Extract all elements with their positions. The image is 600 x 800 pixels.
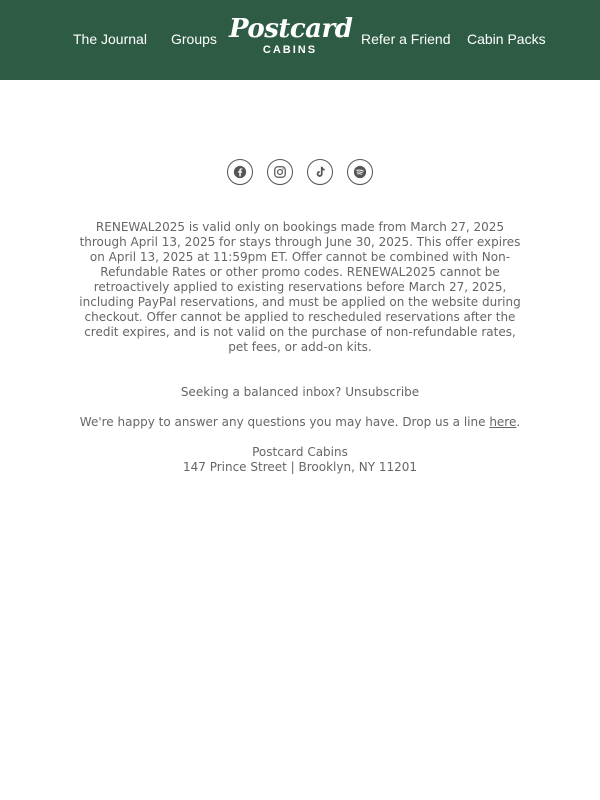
questions-suffix-text: . bbox=[516, 415, 521, 429]
company-address: 147 Prince Street | Brooklyn, NY 11201 bbox=[182, 460, 418, 474]
unsubscribe-link[interactable]: Unsubscribe bbox=[345, 385, 420, 399]
spotify-link[interactable] bbox=[347, 159, 373, 185]
company-address-block bbox=[75, 445, 525, 475]
logo-script-text: Postcard bbox=[229, 14, 353, 44]
nav-link-journal[interactable]: The Journal bbox=[73, 31, 147, 47]
instagram-link[interactable] bbox=[267, 159, 293, 185]
instagram-icon bbox=[273, 165, 287, 179]
questions-prefix-text: We're happy to answer any questions you may have. Drop us a line bbox=[79, 415, 490, 429]
facebook-link[interactable] bbox=[227, 159, 253, 185]
spotify-icon bbox=[353, 165, 367, 179]
postcard-cabins-logo[interactable] bbox=[229, 15, 351, 65]
inbox-prefix-text: Seeking a balanced inbox? bbox=[180, 385, 346, 399]
nav-link-refer-a-friend[interactable]: Refer a Friend bbox=[361, 31, 451, 47]
email-header bbox=[0, 0, 600, 80]
facebook-icon bbox=[233, 165, 247, 179]
nav-link-groups[interactable]: Groups bbox=[171, 31, 217, 47]
questions-line bbox=[75, 415, 525, 430]
tiktok-link[interactable] bbox=[307, 159, 333, 185]
logo-subtext: CABINS bbox=[262, 44, 318, 56]
unsubscribe-line bbox=[75, 385, 525, 400]
social-links bbox=[227, 159, 373, 185]
contact-here-link[interactable]: here bbox=[489, 415, 517, 429]
nav-link-cabin-packs[interactable]: Cabin Packs bbox=[467, 31, 546, 47]
tiktok-icon bbox=[313, 165, 327, 179]
promo-disclaimer: RENEWAL2025 is valid only on bookings made from March 27, 2025 through April 13, 2025 for stays through June 30, 2025. This offer expires on April 13, 2025 at 11:59pm ET. Offer cannot be combined with Non-Refundable Rates or other promo codes. RENEWAL2025 cannot be retroactively applied to existing reservations before March 27, 2025, including PayPal reservations, and must be applied on the website during checkout. Offer cannot be applied to rescheduled reservations after the credit expires, and is not valid on the purchase of non-refundable rates, pet fees, or add-on kits. bbox=[79, 220, 521, 354]
company-name: Postcard Cabins bbox=[252, 445, 348, 459]
